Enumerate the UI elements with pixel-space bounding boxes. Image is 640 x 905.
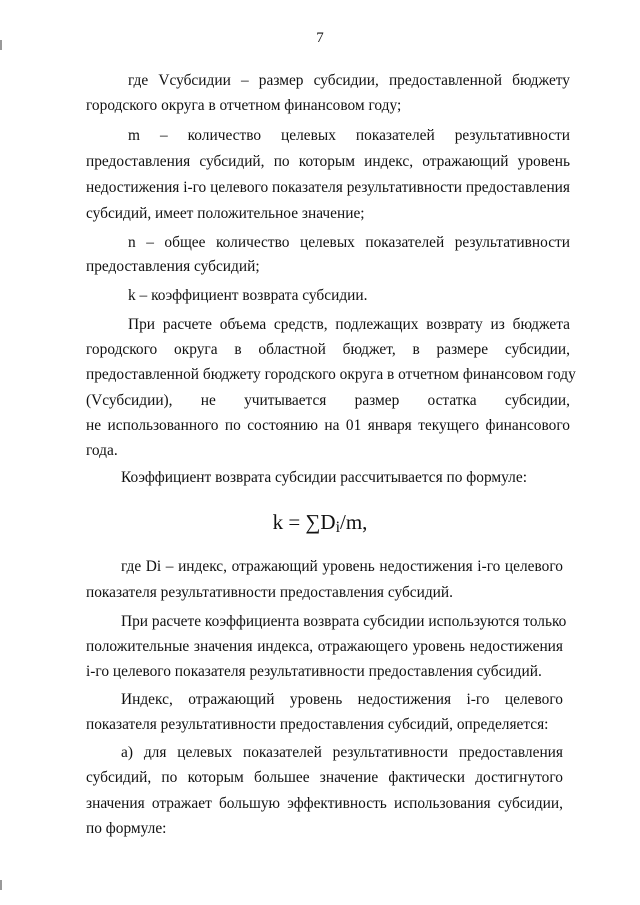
text-line: года. xyxy=(86,442,118,459)
text-line: m – количество целевых показателей результативности xyxy=(128,127,570,144)
text-line: по формуле: xyxy=(86,820,167,837)
text-line: положительные значения индекса, отражающего уровень недостижения xyxy=(86,638,563,655)
text-line: субсидий, имеет положительное значение; xyxy=(86,205,365,222)
text-line: предоставленной бюджету городского округа в отчетном финансовом году xyxy=(86,366,576,383)
text-line: n – общее количество целевых показателей результативности xyxy=(128,234,570,251)
text-line: не использованного по состоянию на 01 января текущего финансового xyxy=(86,417,570,434)
text-line: предоставления субсидий; xyxy=(86,258,260,275)
text-line: городского округа в отчетном финансовом году; xyxy=(86,97,402,114)
formula-left: k = ∑ xyxy=(272,510,321,534)
formula-subscript: i xyxy=(335,519,341,536)
text-line: предоставления субсидий, по которым индекс, отражающий уровень xyxy=(86,153,570,170)
formula-var: D xyxy=(320,510,336,534)
formula xyxy=(0,508,640,542)
text-line: субсидий, по которым большее значение фактически достигнутого xyxy=(86,769,563,786)
scan-edge-mark xyxy=(0,40,2,50)
text-line: Коэффициент возврата субсидии рассчитывается по формуле: xyxy=(121,469,527,486)
text-line: где Vсубсидии – размер субсидии, предоставленной бюджету xyxy=(128,72,570,89)
text-line: i-го целевого показателя результативности предоставления субсидий. xyxy=(86,663,542,680)
text-line: При расчете объема средств, подлежащих возврату из бюджета xyxy=(128,316,570,333)
text-line: показателя результативности предоставления субсидий. xyxy=(86,584,454,601)
text-line: городского округа в областной бюджет, в размере субсидии, xyxy=(86,341,570,358)
text-line: где Di – индекс, отражающий уровень недостижения i-го целевого xyxy=(121,558,563,575)
formula-right: /m, xyxy=(340,510,368,534)
text-line: k – коэффициент возврата субсидии. xyxy=(128,287,368,304)
text-line: а) для целевых показателей результативности предоставления xyxy=(121,744,563,761)
text-line: показателя результативности предоставления субсидий, определяется: xyxy=(86,716,549,733)
text-line: Индекс, отражающий уровень недостижения i-го целевого xyxy=(121,691,563,708)
scan-edge-mark xyxy=(0,880,2,890)
page-number: 7 xyxy=(316,30,324,46)
text-line: При расчете коэффициента возврата субсидии используются только xyxy=(121,613,567,630)
text-line: (Vсубсидии), не учитывается размер остатка субсидии, xyxy=(86,392,570,409)
text-line: значения отражает большую эффективность использования субсидии, xyxy=(86,795,563,812)
text-line: недостижения i-го целевого показателя результативности предоставления xyxy=(86,179,570,196)
